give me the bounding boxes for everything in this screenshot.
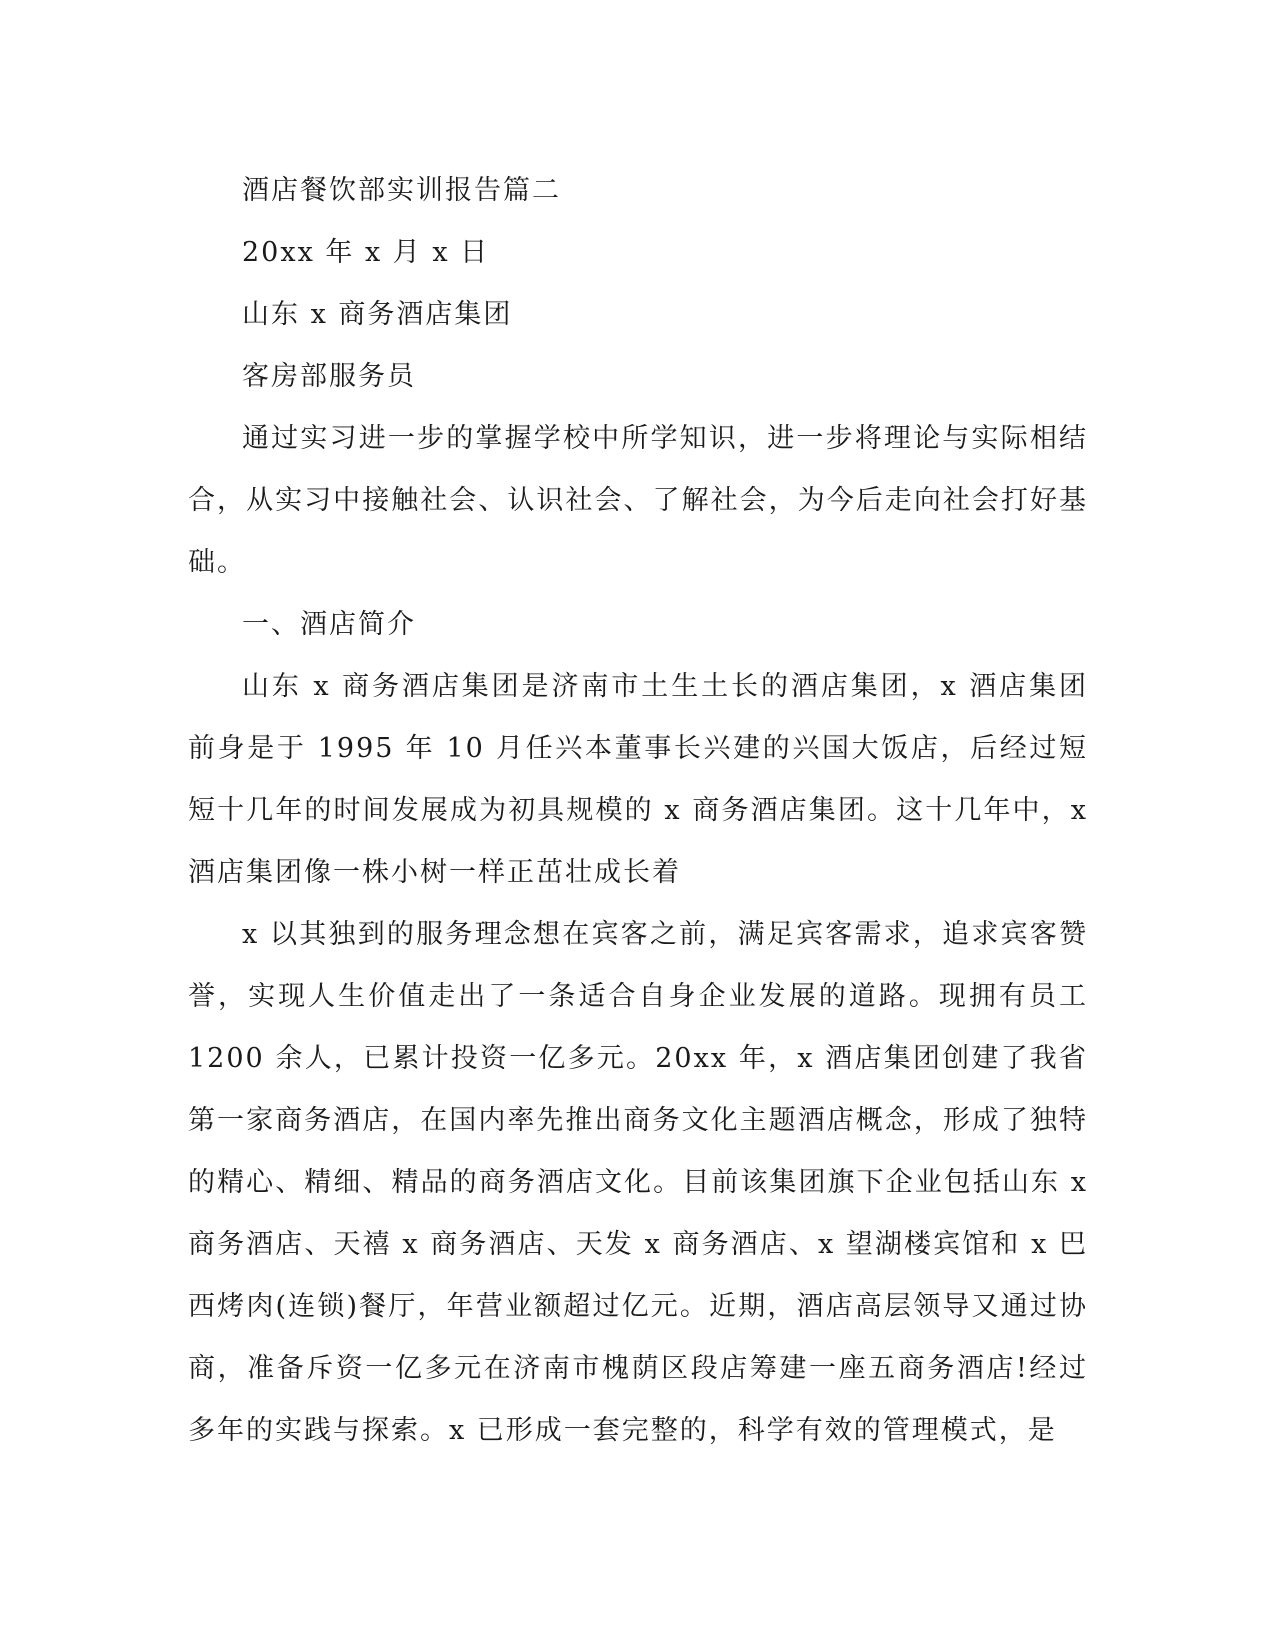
purpose-paragraph: 通过实习进一步的掌握学校中所学知识，进一步将理论与实际相结合，从实习中接触社会、认识社会、了解社会，为今后走向社会打好基础。 (188, 423, 1088, 578)
position-title: 客房部服务员 (242, 361, 416, 392)
intro-paragraph-2: x 以其独到的服务理念想在宾客之前，满足宾客需求，追求宾客赞誉，实现人生价值走出了一条适合自身企业发展的道路。现拥有员工 1200 余人，已累计投资一亿多元。20xx 年，x 酒店集团创建了我省第一家商务酒店，在国内率先推出商务文化主题酒店概念，形成了独特的精心、精细、精品的商务酒店文化。目前该集团旗下企业包括山东 x 商务酒店、天禧 x 商务酒店、天发 x 商务酒店、x 望湖楼宾馆和 x 巴西烤肉(连锁)餐厅，年营业额超过亿元。近期，酒店高层领导又通过协商，准备斥资一亿多元在济南市槐荫区段店筹建一座五商务酒店!经过多年的实践与探索。x 已形成一套完整的，科学有效的管理模式，是 (188, 919, 1088, 1446)
report-date: 20xx 年 x 月 x 日 (242, 237, 490, 268)
document-title: 酒店餐饮部实训报告篇二 (242, 175, 561, 206)
company-name: 山东 x 商务酒店集团 (242, 299, 513, 330)
document-body (188, 160, 1088, 1462)
intro-paragraph-1: 山东 x 商务酒店集团是济南市土生土长的酒店集团，x 酒店集团前身是于 1995 年 10 月任兴本董事长兴建的兴国大饭店，后经过短短十几年的时间发展成为初具规模的 x 商务酒店集团。这十几年中，x 酒店集团像一株小树一样正茁壮成长着 (188, 671, 1088, 888)
section-heading: 一、酒店简介 (242, 609, 416, 640)
